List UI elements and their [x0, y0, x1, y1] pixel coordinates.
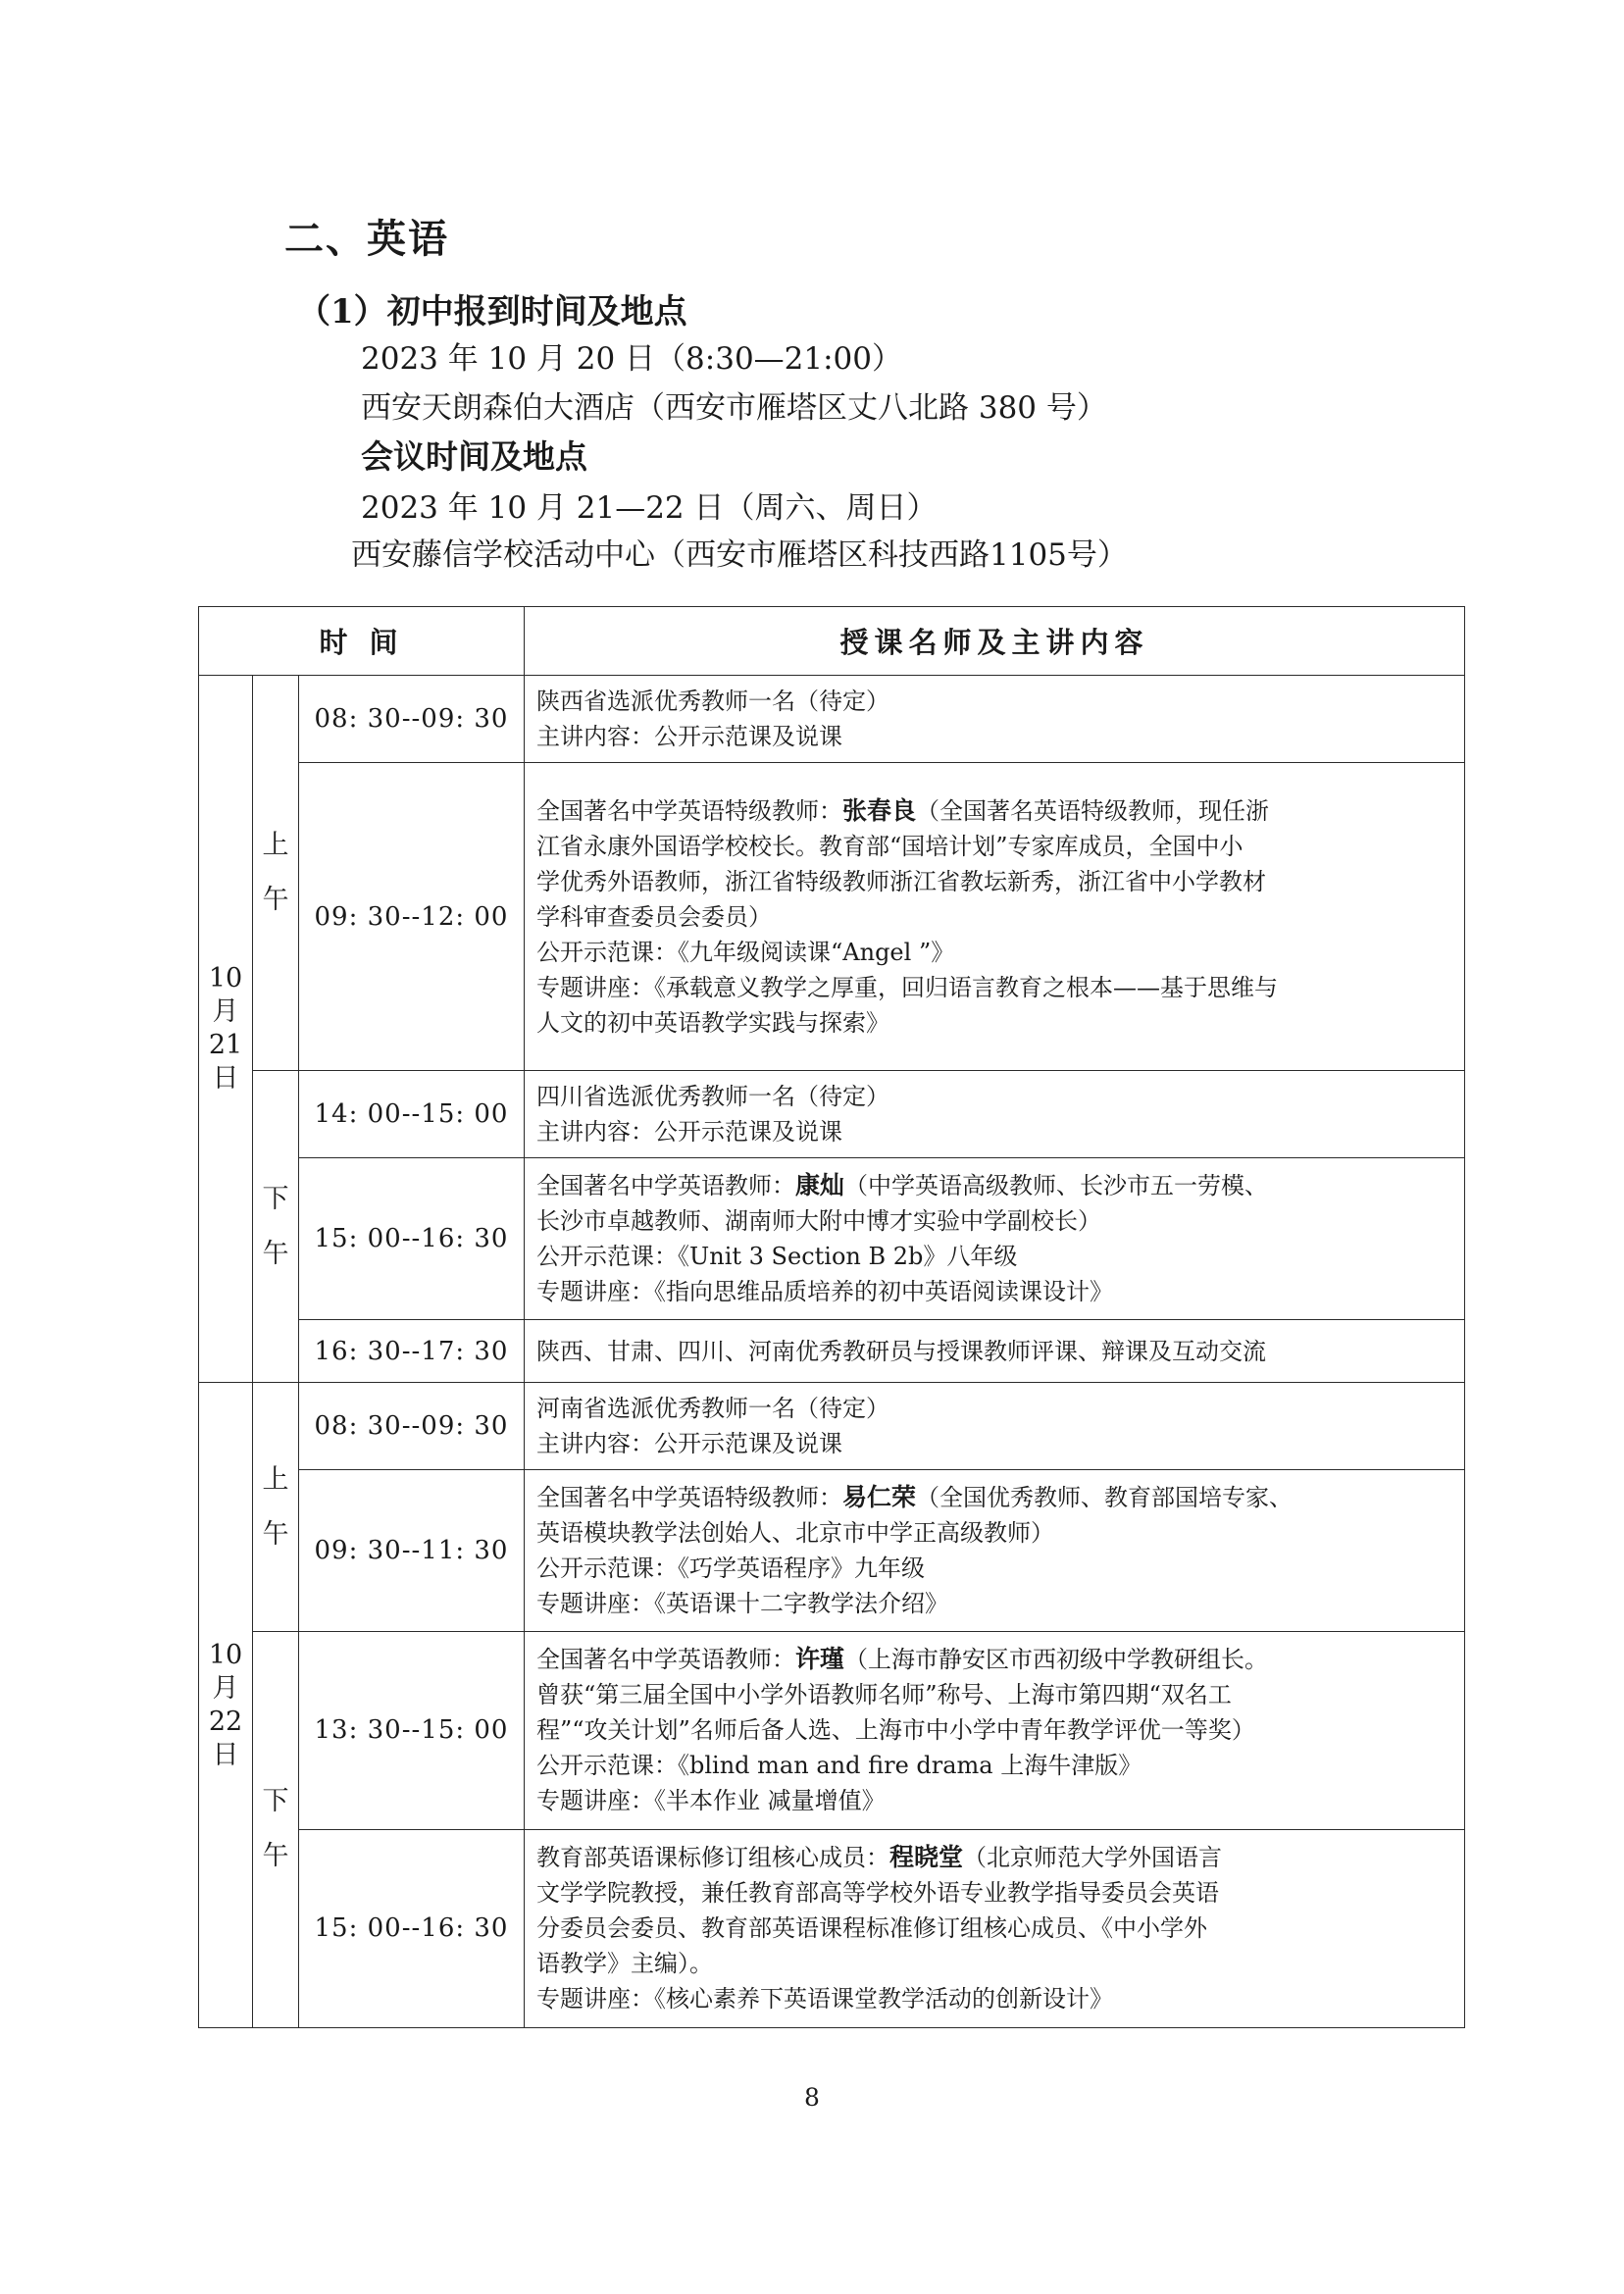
teacher-title: 全国著名中学英语特级教师：	[536, 796, 843, 825]
session-content	[525, 1319, 1465, 1383]
content-line	[536, 1840, 1454, 1875]
day-cell	[199, 1383, 253, 2028]
content-line: 曾获“第三届全国中小学外语教师名师”称号、上海市第四期“双名工	[536, 1681, 1232, 1709]
teacher-title: 全国著名中学英语特级教师：	[536, 1484, 843, 1512]
content-line: 学科审查委员会委员）	[536, 902, 773, 931]
session-content	[525, 1829, 1465, 2027]
checkin-place: 西安天朗森伯大酒店（西安市雁塔区丈八北路 380 号）	[361, 390, 1107, 426]
teacher-title: 全国著名中学英语教师：	[536, 1646, 796, 1674]
meeting-title: 会议时间及地点	[361, 437, 587, 476]
content-line: 语教学》主编）。	[536, 1950, 714, 1978]
table-row	[199, 1158, 1465, 1319]
content-line: 主讲内容：公开示范课及说课	[536, 1430, 843, 1458]
content-line: 河南省选派优秀教师一名（待定）	[536, 1395, 890, 1423]
period-cell	[253, 1071, 299, 1383]
content-line: 江省永康外国语学校校长。教育部“国培计划”专家库成员，全国中小	[536, 832, 1243, 860]
session-time: 15: 00--16: 30	[299, 1829, 525, 2027]
content-line	[536, 1480, 1454, 1515]
session-content	[525, 676, 1465, 763]
content-line: 主讲内容：公开示范课及说课	[536, 723, 843, 751]
day-char: 月	[212, 1672, 239, 1704]
day-char: 21	[208, 1030, 243, 1061]
period-cell	[253, 1383, 299, 1631]
content-line	[536, 1168, 1454, 1203]
session-time: 08: 30--09: 30	[299, 1383, 525, 1470]
content-line: 陕西省选派优秀教师一名（待定）	[536, 688, 890, 716]
period-char: 午	[262, 1238, 289, 1269]
session-time: 13: 30--15: 00	[299, 1631, 525, 1829]
teacher-name: 程晓堂	[889, 1843, 964, 1872]
content-line: 专题讲座：《承载意义教学之厚重，回归语言教育之根本——基于思维与	[536, 973, 1279, 1001]
day-char: 10	[208, 963, 243, 994]
content-line: 人文的初中英语教学实践与探索》	[536, 1008, 890, 1037]
table-row	[199, 1071, 1465, 1158]
content-line: 公开示范课：《九年级阅读课“Angel ”》	[536, 938, 955, 966]
period-char: 午	[262, 1518, 289, 1550]
content-line: 专题讲座：《核心素养下英语课堂教学活动的创新设计》	[536, 1985, 1114, 2014]
teacher-name: 易仁荣	[842, 1483, 917, 1512]
session-time: 09: 30--12: 00	[299, 763, 525, 1071]
day-char: 22	[208, 1706, 243, 1737]
session-time: 09: 30--11: 30	[299, 1470, 525, 1631]
session-time: 16: 30--17: 30	[299, 1319, 525, 1383]
session-content	[525, 1383, 1465, 1470]
day-char: 10	[208, 1639, 243, 1670]
period-char: 下	[262, 1786, 289, 1817]
teacher-bio: （全国著名英语特级教师，现任浙	[916, 796, 1270, 825]
meeting-place: 西安藤信学校活动中心（西安市雁塔区科技西路1105号）	[351, 537, 1128, 573]
day-char: 日	[212, 1063, 239, 1095]
session-time: 15: 00--16: 30	[299, 1158, 525, 1319]
content-line: 长沙市卓越教师、湖南师大附中博才实验中学副校长）	[536, 1206, 1102, 1235]
table-row	[199, 1319, 1465, 1383]
content-line: 分委员会委员、教育部英语课程标准修订组核心成员、《中小学外	[536, 1914, 1208, 1943]
content-line	[536, 793, 1454, 829]
content-line	[536, 1642, 1454, 1677]
teacher-bio: （全国优秀教师、教育部国培专家、	[916, 1484, 1294, 1512]
content-line: 专题讲座：《英语课十二字教学法介绍》	[536, 1590, 949, 1618]
period-char: 午	[262, 1841, 289, 1872]
meeting-date: 2023 年 10 月 21—22 日（周六、周日）	[361, 490, 938, 526]
session-time: 08: 30--09: 30	[299, 676, 525, 763]
period-cell	[253, 676, 299, 1071]
session-time: 14: 00--15: 00	[299, 1071, 525, 1158]
content-line: 英语模块教学法创始人、北京市中学正高级教师）	[536, 1519, 1055, 1548]
schedule-body	[199, 607, 1465, 2028]
session-content	[525, 1470, 1465, 1631]
day-char: 日	[212, 1739, 239, 1770]
page-number: 8	[804, 2083, 820, 2112]
period-char: 上	[262, 830, 289, 861]
period-char: 上	[262, 1463, 289, 1495]
table-header-row	[199, 607, 1465, 676]
table-row	[199, 1829, 1465, 2027]
table-row	[199, 676, 1465, 763]
table-row	[199, 763, 1465, 1071]
table-row	[199, 1470, 1465, 1631]
content-line: 陕西、甘肃、四川、河南优秀教研员与授课教师评课、辩课及互动交流	[536, 1337, 1267, 1365]
period-char: 午	[262, 885, 289, 916]
session-content	[525, 1631, 1465, 1829]
section-heading: 二、英语	[284, 216, 449, 262]
day-cell	[199, 676, 253, 1383]
teacher-name: 张春良	[842, 795, 917, 825]
content-line: 专题讲座：《半本作业 减量增值》	[536, 1787, 886, 1815]
day-char: 月	[212, 996, 239, 1028]
content-line: 四川省选派优秀教师一名（待定）	[536, 1083, 890, 1111]
teacher-name: 康灿	[795, 1170, 845, 1199]
teacher-name: 许瑾	[795, 1645, 845, 1674]
teacher-bio: （北京师范大学外国语言	[963, 1844, 1223, 1872]
period-char: 下	[262, 1183, 289, 1214]
content-line: 专题讲座：《指向思维品质培养的初中英语阅读课设计》	[536, 1277, 1114, 1305]
teacher-bio: （中学英语高级教师、长沙市五一劳模、	[844, 1171, 1269, 1199]
content-line: 公开示范课：《巧学英语程序》九年级	[536, 1555, 926, 1583]
content-line: 程”“攻关计划”名师后备人选、上海市中小学中青年教学评优一等奖）	[536, 1716, 1255, 1745]
subsection-heading: （1）初中报到时间及地点	[297, 292, 687, 331]
content-line: 公开示范课：《blind man and fire drama 上海牛津版》	[536, 1752, 1142, 1780]
content-line: 主讲内容：公开示范课及说课	[536, 1118, 843, 1147]
session-content	[525, 1158, 1465, 1319]
checkin-date: 2023 年 10 月 20 日（8:30—21:00）	[361, 341, 903, 377]
teacher-title: 全国著名中学英语教师：	[536, 1171, 796, 1199]
period-cell	[253, 1631, 299, 2027]
header-time: 时 间	[199, 607, 525, 676]
table-row	[199, 1631, 1465, 1829]
teacher-title: 教育部英语课标修订组核心成员：	[536, 1844, 890, 1872]
header-content: 授课名师及主讲内容	[525, 607, 1465, 676]
schedule-table	[198, 606, 1465, 2028]
content-line: 学优秀外语教师，浙江省特级教师浙江省教坛新秀，浙江省中小学教材	[536, 867, 1267, 895]
session-content	[525, 763, 1465, 1071]
teacher-bio: （上海市静安区市西初级中学教研组长。	[844, 1646, 1269, 1674]
session-content	[525, 1071, 1465, 1158]
content-line: 文学学院教授，兼任教育部高等学校外语专业教学指导委员会英语	[536, 1879, 1220, 1908]
table-row	[199, 1383, 1465, 1470]
content-line: 公开示范课：《Unit 3 Section B 2b》八年级	[536, 1242, 1018, 1270]
